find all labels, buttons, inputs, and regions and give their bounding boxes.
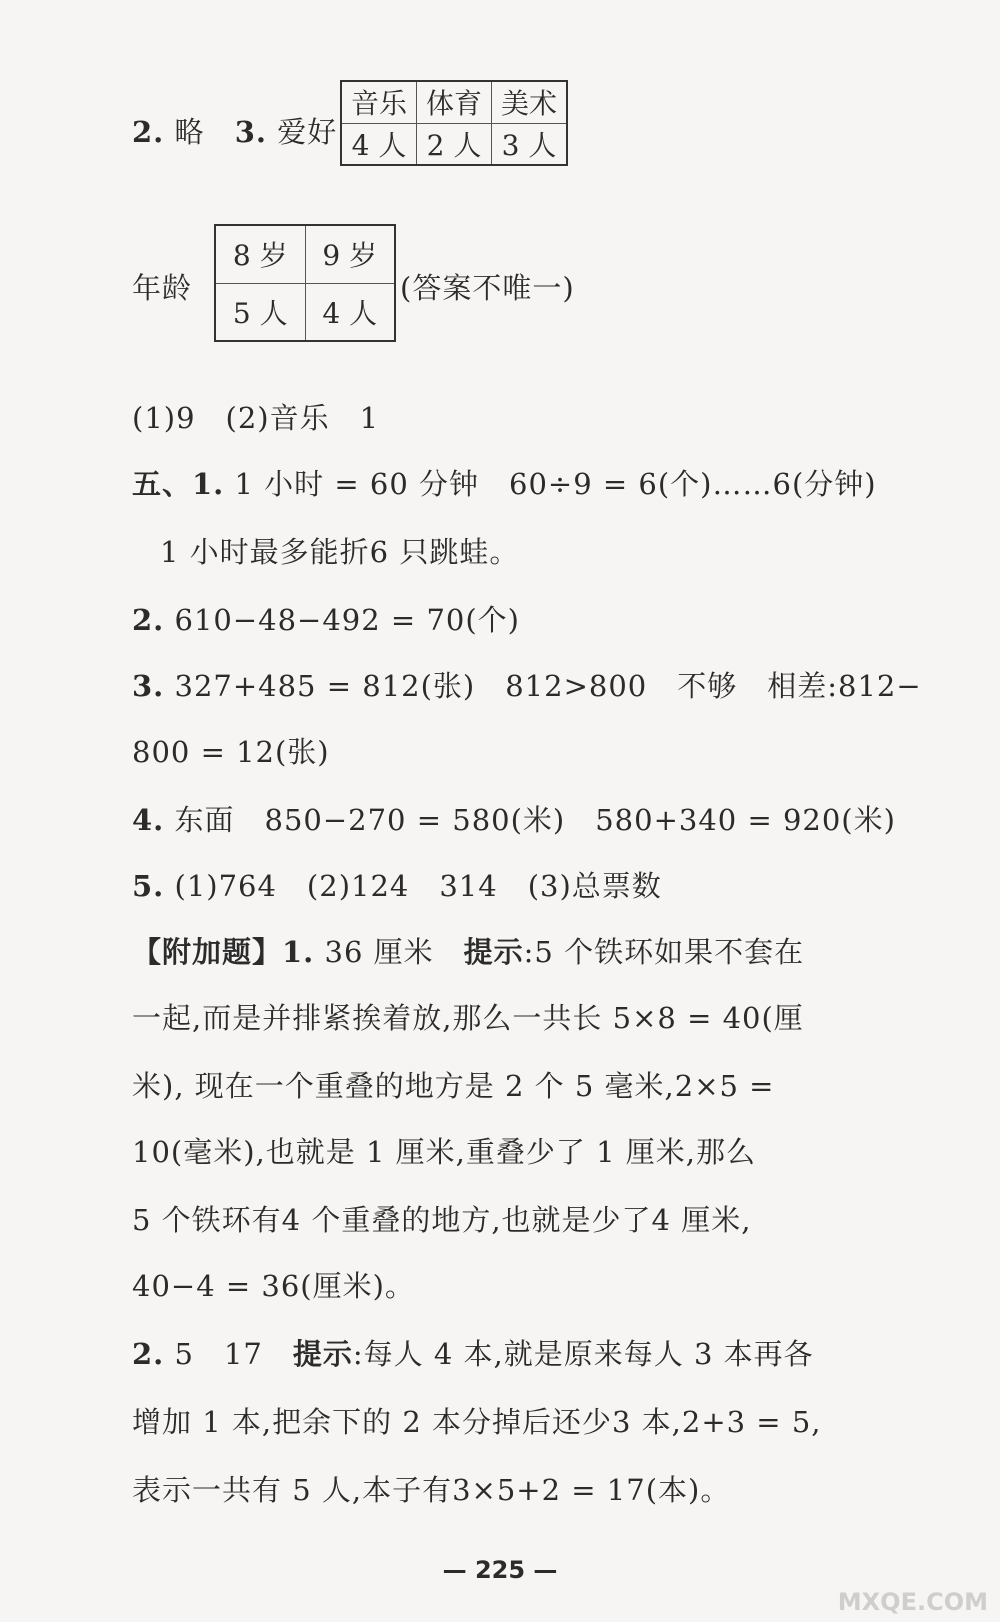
section5-q3: [132, 664, 922, 705]
extra-q1-line6: 40−4 = 36(厘米)。: [132, 1269, 415, 1303]
section5-q3-text: 327+485 = 812(张) 812>800 不够 相差:812−: [164, 669, 922, 703]
section5-q1-line1: [132, 462, 877, 503]
extra-q1-hint-label: 提示: [463, 935, 524, 969]
extra-q2-answer: 5 17: [164, 1337, 293, 1371]
hobby-header-art: 美术: [491, 81, 567, 123]
extra-q1-line1: [132, 930, 804, 971]
extra-q1-line3: 米), 现在一个重叠的地方是 2 个 5 毫米,2×5 =: [132, 1069, 775, 1103]
section5-q2-text: 610−48−492 = 70(个): [164, 603, 520, 637]
section5-q2: [132, 598, 520, 639]
extra-heading: 【附加题】1.: [132, 935, 315, 969]
extra-q2-line3: 表示一共有 5 人,本子有3×5+2 = 17(本)。: [132, 1473, 731, 1507]
section5-q4-text: 东面 850−270 = 580(米) 580+340 = 920(米): [164, 803, 896, 837]
page-number: — 225 —: [442, 1556, 558, 1584]
extra-q2-hint-text: :每人 4 本,就是原来每人 3 本再各: [352, 1337, 814, 1371]
age-header-9: 9 岁: [305, 225, 395, 283]
age-note: (答案不唯一): [400, 271, 575, 305]
section5-q3-cont: 800 = 12(张): [132, 735, 330, 769]
extra-q2-line1: [132, 1332, 814, 1373]
hobby-header-sports: 体育: [417, 81, 492, 123]
extra-q2-line2: 增加 1 本,把余下的 2 本分掉后还少3 本,2+3 = 5,: [132, 1405, 822, 1439]
hobby-value-art: 3 人: [491, 123, 567, 165]
answer-line: (1)9 (2)音乐 1: [132, 401, 380, 435]
extra-q2-number: 2.: [132, 1337, 165, 1371]
age-value-9: 4 人: [305, 283, 395, 341]
age-label: 年龄: [132, 271, 193, 305]
section5-q5: [132, 864, 662, 905]
section5-q4-number: 4.: [132, 803, 165, 837]
section5-q5-number: 5.: [132, 869, 165, 903]
q3-answer: 爱好: [277, 115, 338, 149]
q2-answer: 略: [174, 115, 205, 149]
q3-number: 3.: [234, 115, 268, 149]
section5-q1-text: 1 小时 = 60 分钟 60÷9 = 6(个)……6(分钟): [224, 467, 877, 501]
section5-q3-number: 3.: [132, 669, 165, 703]
section5-q1-line2: 1 小时最多能折6 只跳蛙。: [160, 535, 520, 569]
age-table: [214, 224, 396, 342]
age-value-8: 5 人: [215, 283, 305, 341]
extra-q1-line4: 10(毫米),也就是 1 厘米,重叠少了 1 厘米,那么: [132, 1135, 756, 1169]
hobby-value-music: 4 人: [341, 123, 417, 165]
extra-q1-answer: 36 厘米: [314, 935, 464, 969]
age-header-8: 8 岁: [215, 225, 305, 283]
section5-q2-number: 2.: [132, 603, 165, 637]
extra-q1-hint-text: :5 个铁环如果不套在: [523, 935, 805, 969]
hobby-header-music: 音乐: [341, 81, 417, 123]
hobby-value-sports: 2 人: [417, 123, 492, 165]
extra-q2-hint-label: 提示: [292, 1337, 353, 1371]
section5-q5-text: (1)764 (2)124 314 (3)总票数: [164, 869, 662, 903]
section5-q4: [132, 798, 896, 839]
extra-q1-line5: 5 个铁环有4 个重叠的地方,也就是少了4 厘米,: [132, 1203, 752, 1237]
watermark-logo: MXQE.COM: [837, 1588, 988, 1616]
q2-q3-line: [132, 110, 337, 151]
hobby-table: [340, 80, 568, 166]
extra-q1-line2: 一起,而是并排紧挨着放,那么一共长 5×8 = 40(厘: [132, 1001, 804, 1035]
q2-number: 2.: [132, 115, 165, 149]
section5-heading: 五、1.: [132, 467, 225, 501]
